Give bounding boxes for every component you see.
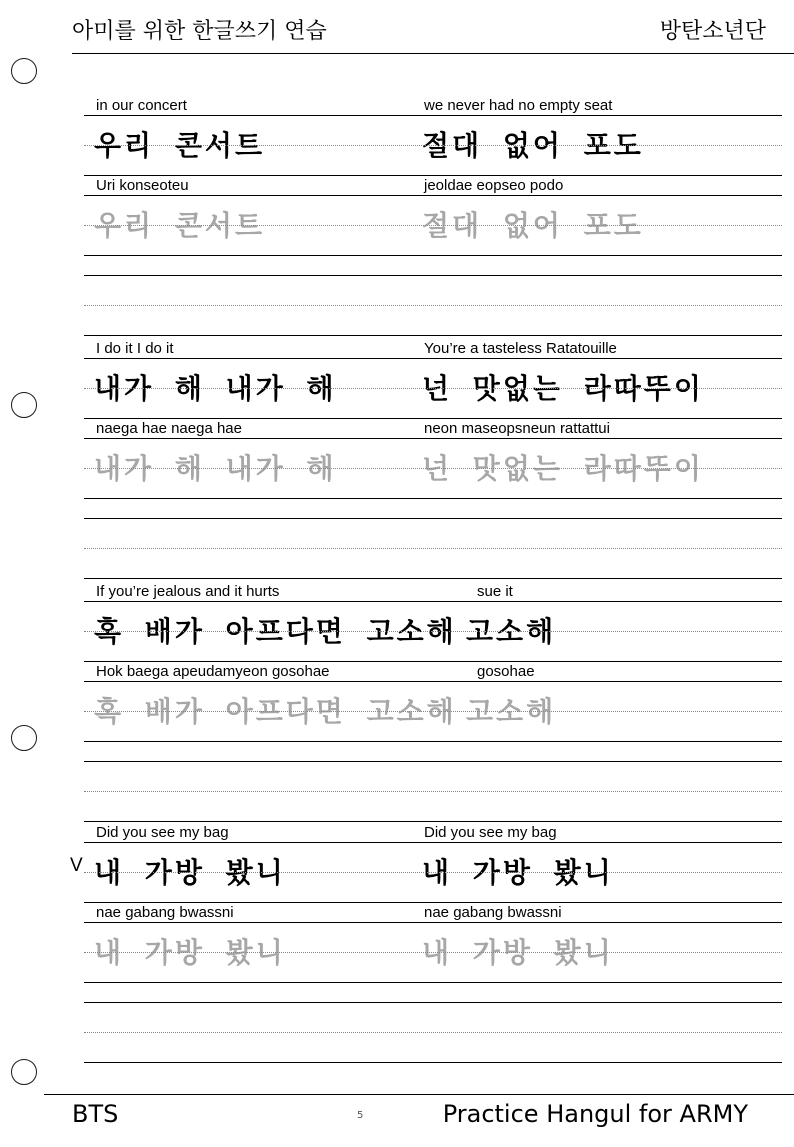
margin-checkmark: V: [70, 855, 83, 876]
guide-line: [84, 418, 782, 419]
guide-line: [84, 115, 782, 116]
romanization-right: jeoldae eopseo podo: [424, 177, 564, 194]
footer-artist: BTS: [72, 1100, 119, 1128]
guide-dotted-line: [84, 225, 782, 226]
guide-line: [84, 518, 782, 519]
english-lyric-right: we never had no empty seat: [424, 97, 613, 114]
page-title: 아미를 위한 한글쓰기 연습: [72, 19, 327, 44]
page-number: 5: [357, 1110, 364, 1121]
trace-lyric-right: 내 가방 봤니: [422, 936, 614, 969]
romanization-left: naega hae naega hae: [96, 420, 242, 437]
guide-line: [84, 255, 782, 256]
english-lyric-left: Did you see my bag: [96, 824, 229, 841]
guide-line: [84, 661, 782, 662]
guide-line: [84, 1062, 782, 1063]
korean-lyric-left: 내가 해 내가 해: [94, 372, 337, 405]
guide-line: [84, 438, 782, 439]
artist-name: 방탄소년단: [659, 19, 766, 44]
guide-line: [84, 358, 782, 359]
guide-dotted-line: [84, 468, 782, 469]
english-lyric-left: I do it I do it: [96, 340, 174, 357]
trace-lyric-right: 넌 맛없는 라따뚜이: [422, 452, 704, 485]
romanization-right: gosohae: [477, 663, 535, 680]
guide-line: [84, 1002, 782, 1003]
practice-block-2: [84, 338, 782, 578]
romanization-left: nae gabang bwassni: [96, 904, 234, 921]
guide-line: [84, 842, 782, 843]
guide-line: [84, 335, 782, 336]
romanization-right: nae gabang bwassni: [424, 904, 562, 921]
header-divider: [72, 53, 794, 54]
guide-dotted-line: [84, 145, 782, 146]
english-lyric-left: in our concert: [96, 97, 187, 114]
guide-line: [84, 982, 782, 983]
practice-block-3: [84, 581, 782, 821]
romanization-left: Hok baega apeudamyeon gosohae: [96, 663, 330, 680]
footer-divider: [44, 1094, 794, 1095]
romanization-right: neon maseopsneun rattattui: [424, 420, 610, 437]
english-lyric-left: If you’re jealous and it hurts: [96, 583, 280, 600]
trace-lyric-right: 절대 없어 포도: [422, 209, 644, 242]
guide-dotted-line: [84, 711, 782, 712]
guide-line: [84, 922, 782, 923]
practice-block-1: [84, 95, 782, 335]
guide-dotted-line: [84, 305, 782, 306]
binder-hole: [11, 1059, 37, 1085]
guide-line: [84, 761, 782, 762]
english-lyric-right: You’re a tasteless Ratatouille: [424, 340, 617, 357]
guide-dotted-line: [84, 952, 782, 953]
english-lyric-right: Did you see my bag: [424, 824, 557, 841]
romanization-left: Uri konseoteu: [96, 177, 189, 194]
guide-line: [84, 902, 782, 903]
korean-lyric-right: 절대 없어 포도: [422, 129, 644, 162]
guide-dotted-line: [84, 791, 782, 792]
binder-hole: [11, 58, 37, 84]
binder-hole: [11, 392, 37, 418]
trace-lyric-left: 혹 배가 아프다면 고소해: [94, 695, 457, 728]
guide-dotted-line: [84, 872, 782, 873]
trace-lyric-left: 내가 해 내가 해: [94, 452, 337, 485]
guide-dotted-line: [84, 1032, 782, 1033]
guide-dotted-line: [84, 548, 782, 549]
korean-lyric-right: 내 가방 봤니: [422, 856, 614, 889]
trace-lyric-left: 우리 콘서트: [94, 209, 265, 242]
guide-dotted-line: [84, 388, 782, 389]
practice-block-4: [84, 822, 782, 1062]
trace-lyric-left: 내 가방 봤니: [94, 936, 286, 969]
guide-line: [84, 578, 782, 579]
binder-hole: [11, 725, 37, 751]
guide-line: [84, 195, 782, 196]
guide-dotted-line: [84, 631, 782, 632]
korean-lyric-right: 넌 맛없는 라따뚜이: [422, 372, 704, 405]
guide-line: [84, 498, 782, 499]
guide-line: [84, 601, 782, 602]
english-lyric-right: sue it: [477, 583, 513, 600]
korean-lyric-left: 우리 콘서트: [94, 129, 265, 162]
trace-lyric-right: 고소해: [466, 695, 557, 728]
guide-line: [84, 681, 782, 682]
korean-lyric-right: 고소해: [466, 615, 557, 648]
guide-line: [84, 275, 782, 276]
korean-lyric-left: 혹 배가 아프다면 고소해: [94, 615, 457, 648]
korean-lyric-left: 내 가방 봤니: [94, 856, 286, 889]
guide-line: [84, 175, 782, 176]
footer-subtitle: Practice Hangul for ARMY: [442, 1100, 748, 1128]
guide-line: [84, 741, 782, 742]
